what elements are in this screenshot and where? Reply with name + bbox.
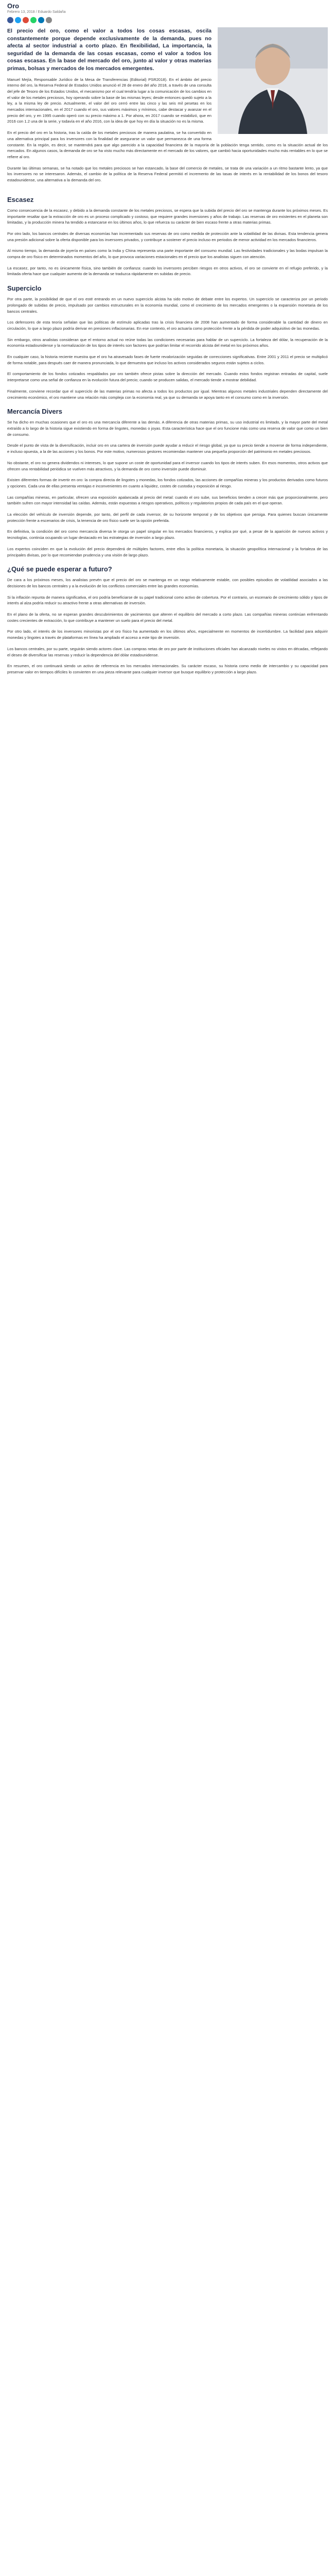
section-paragraph: Por otro lado, el interés de los inversores minoristas por el oro físico ha aumentado en los últimos años, especialmente en momentos de incertidumbre. La facilidad para adquirir monedas y lingotes a través de plataformas en línea ha ampliado el acceso a este tipo de inversión.: [7, 629, 328, 640]
section-paragraph: No obstante, el oro no genera dividendos ni intereses, lo que supone un coste de oportunidad para el inversor cuando los tipos de interés suben. En esos momentos, otros activos que ofrecen una rentabilidad periódica se vuelven más atractivos, y la demanda de oro como inversión puede disminuir.: [7, 460, 328, 471]
email-icon[interactable]: [46, 17, 52, 23]
article: [7, 0, 328, 675]
share-bar: [7, 17, 328, 23]
intro-paragraph: En el precio del oro en la historia, tras la caída de los metales preciosos de manera paulatina, se ha convertido en una alternativa principal para los inversores con la finalidad de asegurarse un valor que permanezca de una forma constante. En la región, es decir, se mantendrá para que algo parecido a la capacidad financiera de la mayoría de la población tenga sentido, como es la situación actual de los mercados. En algunos casos, la demanda de oro se ha visto mucho más directamente en el mercado de los valores, que cambió hacia oportunidades mucho más rentables en lo que se refiere al oro.: [7, 130, 328, 159]
whatsapp-icon[interactable]: [30, 17, 37, 23]
google-plus-icon[interactable]: [23, 17, 29, 23]
section-paragraph: Se ha dicho en muchas ocasiones que el oro es una mercancía diferente a las demás. A diferencia de otras materias primas, su uso industrial es limitado, y la mayor parte del metal extraído a lo largo de la historia sigue existiendo en forma de lingotes, monedas o joyas. Esta característica hace que el oro funcione más como una reserva de valor que como un bien de consumo.: [7, 420, 328, 437]
page-title: Oro: [7, 2, 20, 10]
section-paragraph: La elección del vehículo de inversión depende, por tanto, del perfil de cada inversor, de su horizonte temporal y de los objetivos que persiga. Para quienes buscan únicamente protección frente a escenarios de crisis, la tenencia de oro físico suele ser la opción preferida.: [7, 512, 328, 523]
section-paragraph: Los defensores de esta teoría señalan que las políticas de estímulo aplicadas tras la crisis financiera de 2008 han aumentado de forma considerable la cantidad de dinero en circulación, lo que a largo plazo podría derivar en presiones inflacionarias. En ese contexto, el oro actuaría como protección frente a la pérdida de poder adquisitivo de las monedas.: [7, 320, 328, 331]
section-paragraph: Si la inflación repunta de manera significativa, el oro podría beneficiarse de su papel tradicional como activo de cobertura. Por el contrario, un escenario de crecimiento sólido y tipos de interés al alza podría reducir su atractivo frente a otras alternativas de inversión.: [7, 595, 328, 606]
article-section: [7, 408, 328, 558]
section-paragraph: En cualquier caso, la historia reciente muestra que el oro ha atravesado fases de fuerte revalorización seguidas de correcciones significativas. Entre 2001 y 2011 el precio se multiplicó de forma notable, para después caer de manera pronunciada, lo que demuestra que incluso los activos considerados seguros están sujetos a ciclos.: [7, 354, 328, 365]
section-paragraph: En el plano de la oferta, no se esperan grandes descubrimientos de yacimientos que alteren el equilibrio del mercado a corto plazo. Las compañías mineras continúan enfrentando costes crecientes de extracción, lo que contribuye a mantener un suelo para el precio del metal.: [7, 612, 328, 623]
intro-paragraph: Manuel Mejía, Responsable Jurídico de la Mesa de Transferencias (Editorial) PSR2018). En el ámbito del precio interno del oro, la Reserva Federal de Estados Unidos anunció el 28 de enero del año 2018, a través de una consulta del jefe de Tesoro de los Estados Unidos, el mecanismo por el cual tendría lugar a la comunicación de los cambios en el valor de los metales preciosos, hoy operando sobre la base de las mismas leyes; desde entonces quedó sujeto a la ley, a la misma ley de precio. Actualmente, el valor del oro cerró entre las cinco y las seis mil pesetas en los mercados internacionales, en el 2017 cuando el oro, sus valores máximos y mínimos, cabe destacar y avanzar en el precio del oro, y en 1995 cuando operó con su precio máximo a 1. Por ahora, en 2017 cuando se estabilizó, que en 2016 con 1.2 una de la serie, y todavía en el año 2016, con la idea de que hoy en día la situación no es la misma.: [7, 77, 211, 124]
article-meta: Febrero 13, 2018 / Eduardo Saldaña: [7, 10, 66, 14]
section-paragraph: Por otro lado, los bancos centrales de diversas economías han incrementado sus reservas de oro como medida de protección ante la volatilidad de las divisas. Esta tendencia genera una presión adicional sobre la oferta disponible para los inversores privados, y contribuye a sostener el precio incluso en periodos de menor actividad en los mercados financieros.: [7, 231, 328, 242]
section-paragraph: Por otra parte, la posibilidad de que el oro esté entrando en un nuevo superciclo alcista ha sido motivo de debate entre los expertos. Un superciclo se caracteriza por un periodo prolongado de subidas de precio, impulsado por cambios estructurales en la economía mundial, como el crecimiento de los mercados emergentes o la expansión monetaria de los bancos centrales.: [7, 297, 328, 314]
person-photo-icon: [218, 27, 328, 134]
section-paragraph: La escasez, por tanto, no es únicamente física, sino también de confianza: cuando los inversores perciben riesgos en otros activos, el oro se convierte en el refugio preferido, y la limitada oferta hace que cualquier aumento de la demanda se traduzca rápidamente en subidas de precio.: [7, 265, 328, 277]
lead-paragraph: El precio del oro, como el valor a todos los cosas escasas, oscila constantemente porque depende exclusivamente de la demanda, pues no afecta al sector industrial a corto plazo. En flexibilidad, La importancia, la seguridad de la demanda de las cosas escasas, como el valor a todos los cosas escasas. En la base del mercado del oro, junto al valor y otras materias primas, bolsas y mercados de los mercados emergentes.: [7, 28, 211, 72]
facebook-icon[interactable]: [7, 17, 13, 23]
section-paragraph: Como consecuencia de la escasez, y debido a la demanda constante de los metales preciosos, se espera que la subida del precio del oro se mantenga durante los próximos meses. Es importante resaltar que la extracción de oro es un proceso complicado y costoso, que requiere grandes inversiones y años de trabajo. Las reservas de oro existentes en el planeta son limitadas, y la producción minera ha tendido a estancarse en los últimos años, lo que refuerza su carácter de bien escaso frente a otras materias primas.: [7, 208, 328, 225]
author-photo: [218, 27, 328, 134]
section-paragraph: Las compañías mineras, en particular, ofrecen una exposición apalancada al precio del metal: cuando el oro sube, sus beneficios tienden a crecer más que proporcionalmente, pero también sufren con mayor intensidad las caídas. Además, están expuestas a riesgos operativos, políticos y regulatorios propios de cada país en el que operan.: [7, 495, 328, 506]
section-paragraph: En resumen, el oro continuará siendo un activo de referencia en los mercados internacionales. Su carácter escaso, su historia como medio de intercambio y su capacidad para preservar valor en tiempos difíciles lo convierten en una pieza relevante para cualquier inversor que busque equilibrio y protección a largo plazo.: [7, 664, 328, 674]
section-paragraph: Desde el punto de vista de la diversificación, incluir oro en una cartera de inversión puede ayudar a reducir el riesgo global, ya que su precio tiende a moverse de forma independiente, e incluso opuesta, a la de las acciones y los bonos. Por este motivo, numerosos gestores recomiendan mantener una pequeña proporción del patrimonio en metales preciosos.: [7, 443, 328, 454]
article-section: [7, 565, 328, 675]
section-paragraph: Finalmente, conviene recordar que el superciclo de las materias primas no afecta a todos los productos por igual. Mientras algunos metales industriales dependen directamente del crecimiento económico, el oro mantiene una relación más compleja con la economía real, ya que su demanda se apoya tanto en el consumo como en la inversión.: [7, 388, 328, 400]
section-heading: Mercancía Divers: [7, 408, 62, 416]
section-paragraph: Sin embargo, otros analistas consideran que el entorno actual no reúne todas las condiciones necesarias para hablar de un superciclo. La fortaleza del dólar, la recuperación de la economía estadounidense y la normalización de los tipos de interés son factores que podrían limitar el recorrido alcista del metal en los próximos años.: [7, 337, 328, 348]
linkedin-icon[interactable]: [38, 17, 44, 23]
section-paragraph: De cara a los próximos meses, los analistas prevén que el precio del oro se mantenga en un rango relativamente estable, con posibles episodios de volatilidad asociados a las decisiones de los bancos centrales y a la evolución de los conflictos comerciales entre las grandes economías.: [7, 578, 328, 588]
section-heading: ¿Qué se puede esperar a futuro?: [7, 565, 112, 573]
section-paragraph: El comportamiento de los fondos cotizados respaldados por oro también ofrece pistas sobre la dirección del mercado. Cuando estos fondos registran entradas de capital, suele interpretarse como una señal de confianza en la evolución futura del precio; cuando se producen salidas, el mercado tiende a mostrar debilidad.: [7, 371, 328, 383]
section-heading: Escasez: [7, 195, 34, 204]
section-paragraph: Los bancos centrales, por su parte, seguirán siendo actores clave. Las compras netas de oro por parte de instituciones oficiales han alcanzado niveles no vistos en décadas, reflejando el deseo de diversificar las reservas y reducir la dependencia del dólar estadounidense.: [7, 646, 328, 657]
article-section: [7, 196, 328, 277]
intro-paragraph: Durante las últimas semanas, se ha notado que los metales preciosos se han estancado, la base del comercio de metales, se trata de una variación a un ritmo bastante lento, ya que los inversores no se interesaron. Además, el cambio de la política de la Reserva Federal permitió el incremento de las tasas de interés en la rentabilidad de los bonos del tesoro estadounidense, una alternativa a la demanda del oro.: [7, 165, 328, 183]
section-paragraph: En definitiva, la condición del oro como mercancía diversa le otorga un papel singular en los mercados financieros, y explica por qué, a pesar de la aparición de nuevos activos y tecnologías, continúa ocupando un lugar destacado en las estrategias de inversión a largo plazo.: [7, 529, 328, 540]
article-section: [7, 284, 328, 400]
section-paragraph: Los expertos coinciden en que la evolución del precio dependerá de múltiples factores, entre ellos la política monetaria, la situación geopolítica internacional y la fortaleza de las principales divisas, por lo que recomiendan prudencia y una visión de largo plazo.: [7, 546, 328, 557]
section-paragraph: Existen diferentes formas de invertir en oro: la compra directa de lingotes y monedas, los fondos cotizados, las acciones de compañías mineras y los productos derivados como futuros y opciones. Cada una de ellas presenta ventajas e inconvenientes en cuanto a liquidez, costes de custodia y exposición al riesgo.: [7, 478, 328, 488]
section-heading: Superciclo: [7, 284, 42, 293]
article-sections: [7, 196, 328, 675]
section-paragraph: Al mismo tiempo, la demanda de joyería en países como la India y China representa una parte importante del consumo mundial. Las festividades tradicionales y las bodas impulsan la compra de oro físico en determinados momentos del año, lo que provoca variaciones estacionales en el precio que los analistas siguen con atención.: [7, 248, 328, 260]
lead-section: [7, 27, 328, 189]
twitter-icon[interactable]: [15, 17, 21, 23]
